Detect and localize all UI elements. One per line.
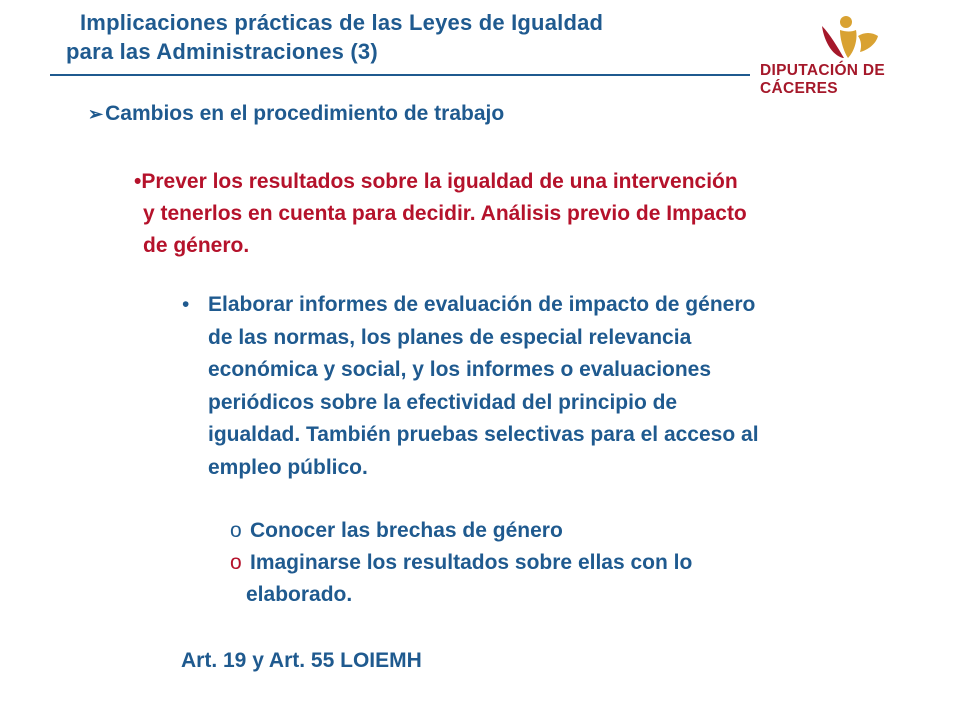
section-heading-text: Cambios en el procedimiento de trabajo [105,102,505,125]
diputacion-logo [760,8,950,97]
slide-title-line1: Implicaciones prácticas de las Leyes de Igualdad [80,10,604,35]
blue-bullet-line: empleo público. [208,455,368,479]
sub-item-continuation: elaborado. [246,583,353,606]
sub-item [230,515,692,547]
bullet-dot-icon: • [182,293,190,316]
diputacion-emblem-icon [760,8,950,63]
title-divider [50,74,750,76]
arrow-bullet-icon: ➢ [88,104,104,124]
blue-bullet-line [182,289,942,322]
blue-bullet-line: económica y social, y los informes o evaluaciones [208,358,712,382]
circle-bullet-icon: o [230,519,242,542]
blue-bullet-line: periódicos sobre la efectividad del principio de [208,390,678,414]
slide-title-line2: para las Administraciones (3) [66,39,378,64]
legal-reference: Art. 19 y Art. 55 LOIEMH [181,649,422,672]
red-bullet-item [134,166,924,262]
logo-text: DIPUTACIÓN DE CÁCERES [760,62,886,97]
red-bullet-line: de género. [143,234,250,257]
circle-bullet-icon: o [230,551,242,574]
red-bullet-line: y tenerlos en cuenta para decidir. Análisis previo de Impacto [143,202,747,225]
sub-list [230,515,692,611]
blue-bullet-line: igualdad. También pruebas selectivas para el acceso al [208,423,759,447]
blue-bullet-text: Elaborar informes de evaluación de impacto de género [208,293,756,316]
red-bullet-line: •Prever los resultados sobre la igualdad de una intervención [134,170,738,193]
sub-item-text: Imaginarse los resultados sobre ellas con lo [250,551,693,574]
slide-title [66,8,766,66]
section-heading [88,100,504,128]
sub-item [230,547,692,579]
blue-bullet-line: de las normas, los planes de especial relevancia [208,325,692,349]
sub-item-text: Conocer las brechas de género [250,519,563,542]
blue-bullet-item [182,289,942,485]
